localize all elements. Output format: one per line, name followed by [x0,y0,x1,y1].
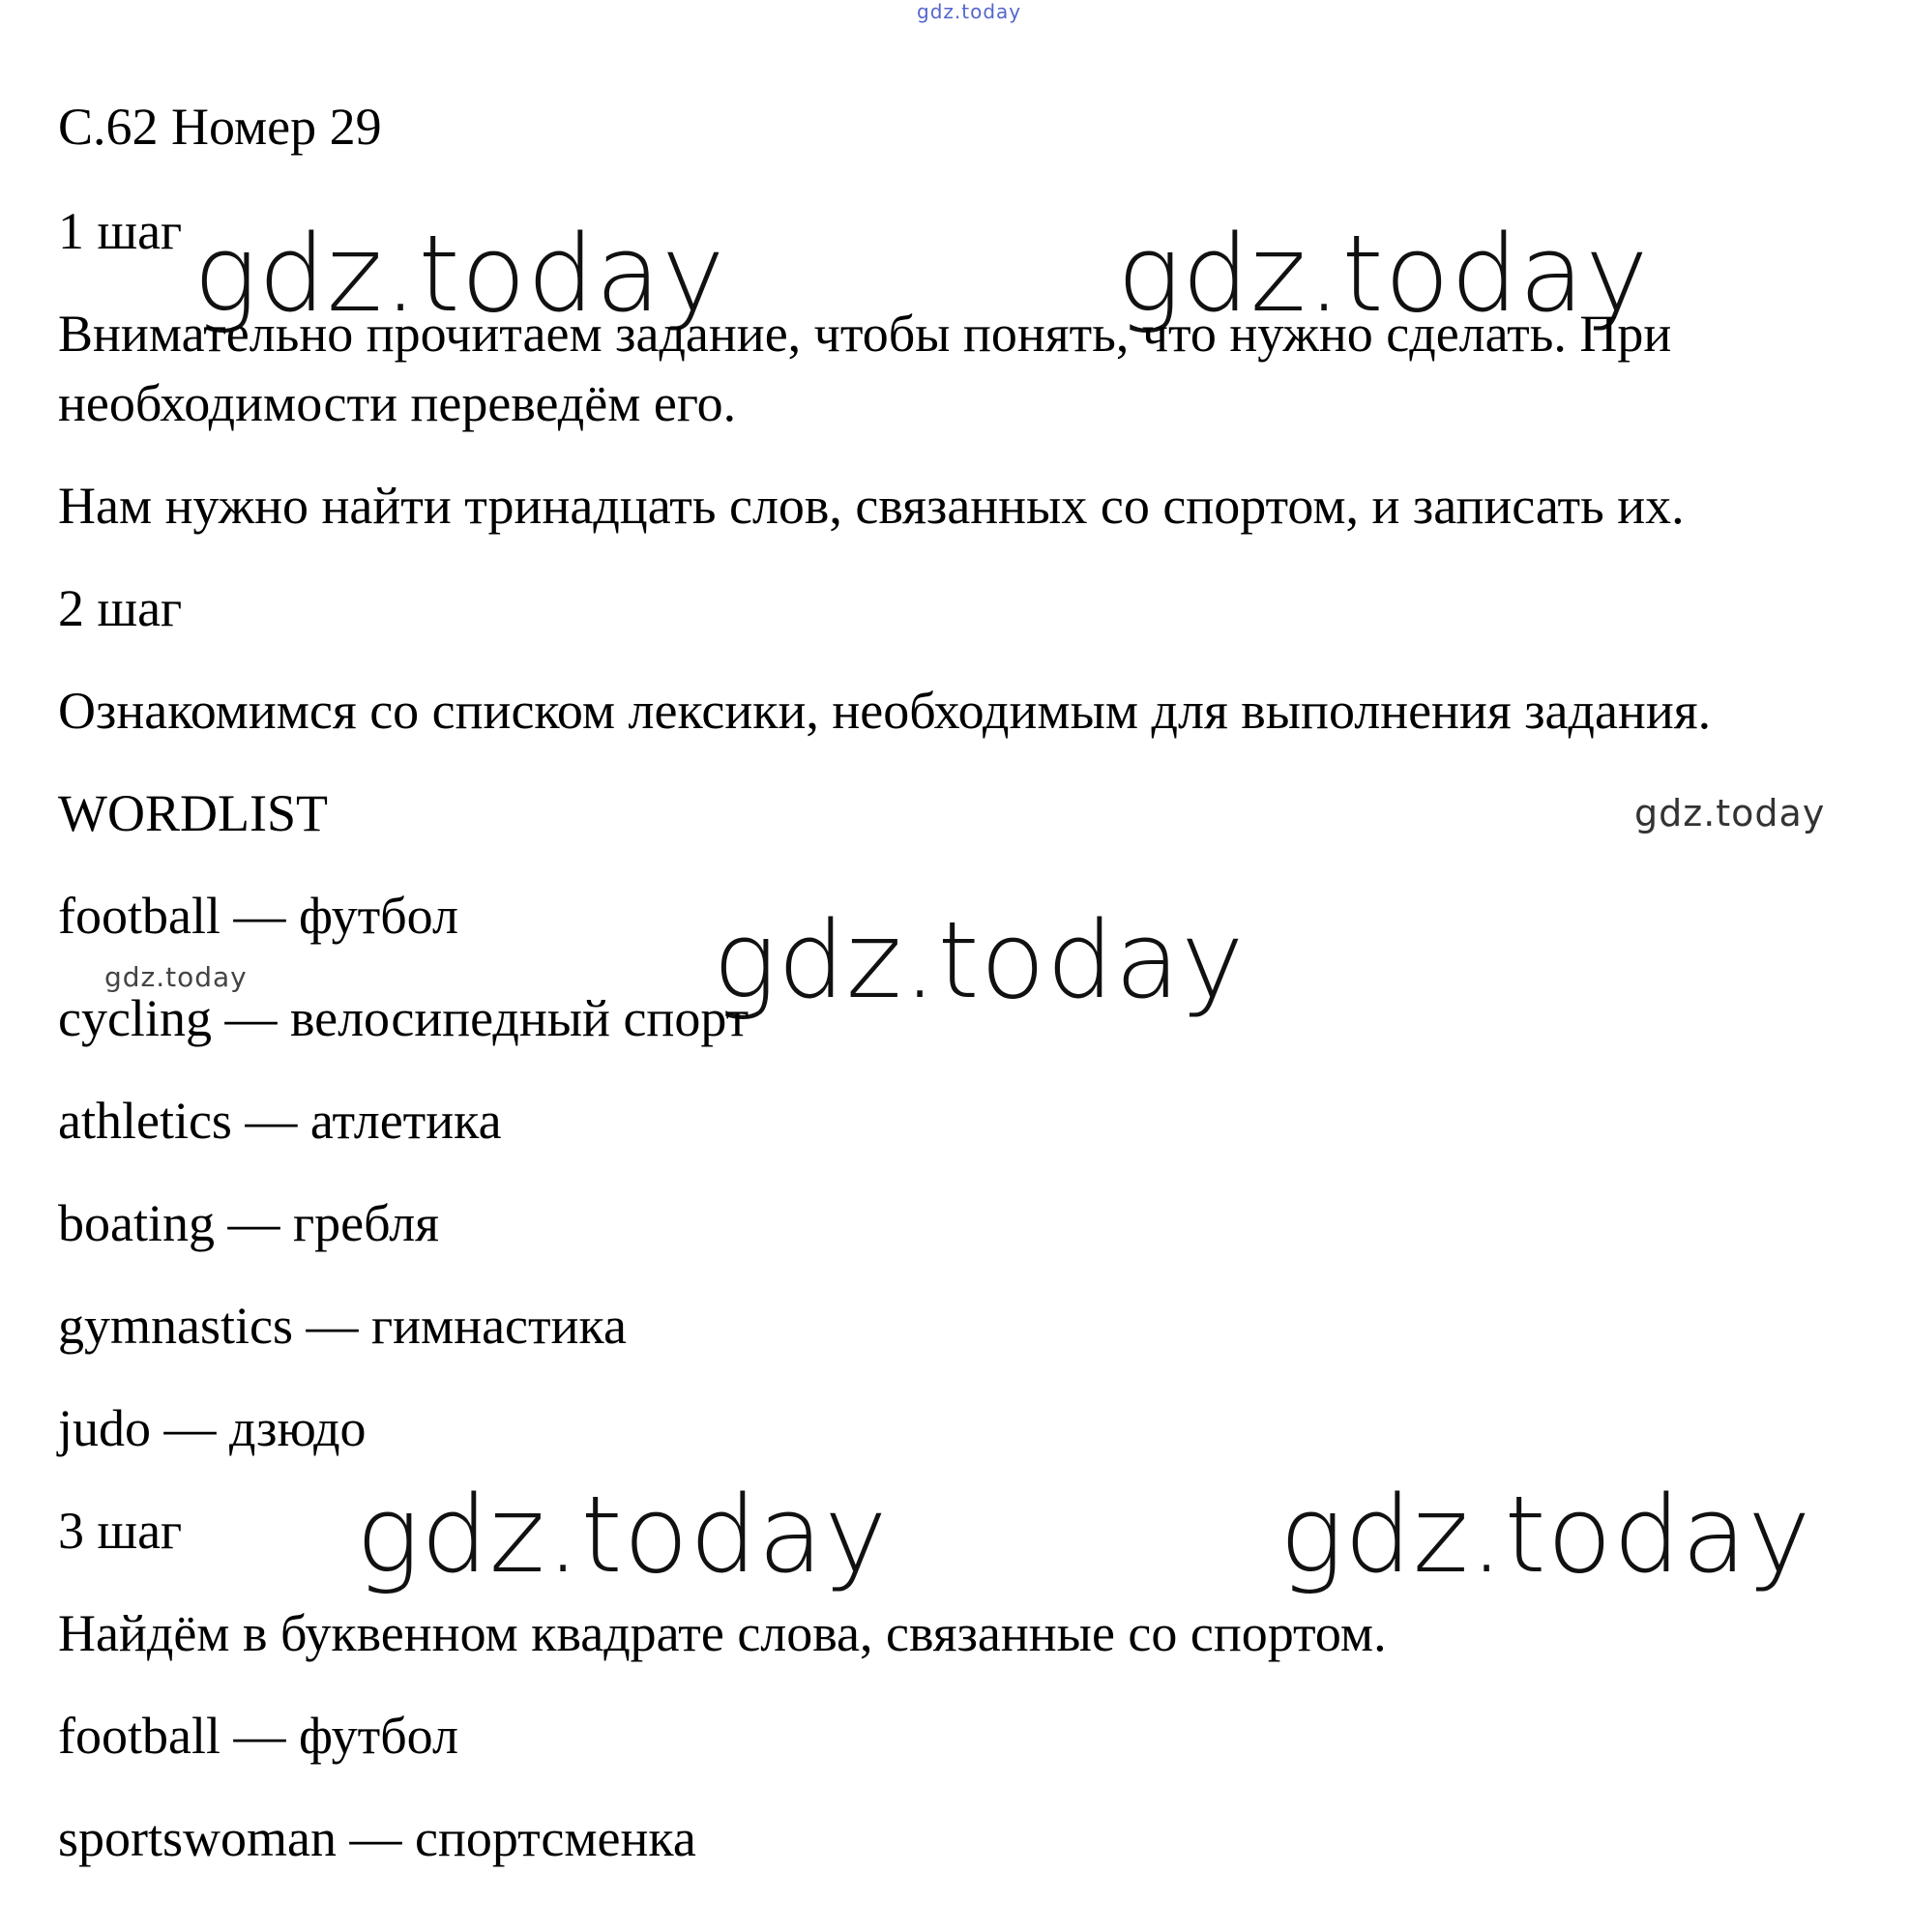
wordlist-item: gymnastics — гимнастика [58,1297,627,1355]
watermark-small: gdz.today [104,961,248,993]
step-3-paragraph-1: Найдём в буквенном квадрате слова, связанные со спортом. [58,1604,1387,1662]
watermark-large-2: gdz.today [1117,212,1650,336]
watermark-top: gdz.today [917,0,1022,23]
watermark-large-1: gdz.today [193,212,726,336]
wordlist-item: athletics — атлетика [58,1092,502,1150]
watermark-medium: gdz.today [1634,792,1826,834]
step-1-label: 1 шаг [58,202,183,260]
watermark-large-5: gdz.today [1279,1473,1812,1596]
found-word-item: football — футбол [58,1707,458,1765]
wordlist-title: WORDLIST [58,784,328,842]
wordlist-item: football — футбол [58,887,458,945]
step-2-paragraph-1: Ознакомимся со списком лексики, необходимым для выполнения задания. [58,682,1712,740]
step-1-paragraph-1: Внимательно прочитаем задание, чтобы понять, что нужно сделать. При необходимости переведём его. [58,305,1672,432]
wordlist-item: cycling — велосипедный спорт [58,989,749,1047]
step-1-paragraph-2: Нам нужно найти тринадцать слов, связанных со спортом, и записать их. [58,477,1685,535]
wordlist-item: judo — дзюдо [58,1399,367,1457]
page-title: С.62 Номер 29 [58,98,382,156]
watermark-large-4: gdz.today [356,1473,889,1596]
step-3-label: 3 шаг [58,1502,183,1560]
wordlist-item: boating — гребля [58,1194,440,1252]
watermark-large-3: gdz.today [713,898,1246,1022]
found-word-item: sportswoman — спортсменка [58,1809,696,1867]
step-2-label: 2 шаг [58,579,183,637]
